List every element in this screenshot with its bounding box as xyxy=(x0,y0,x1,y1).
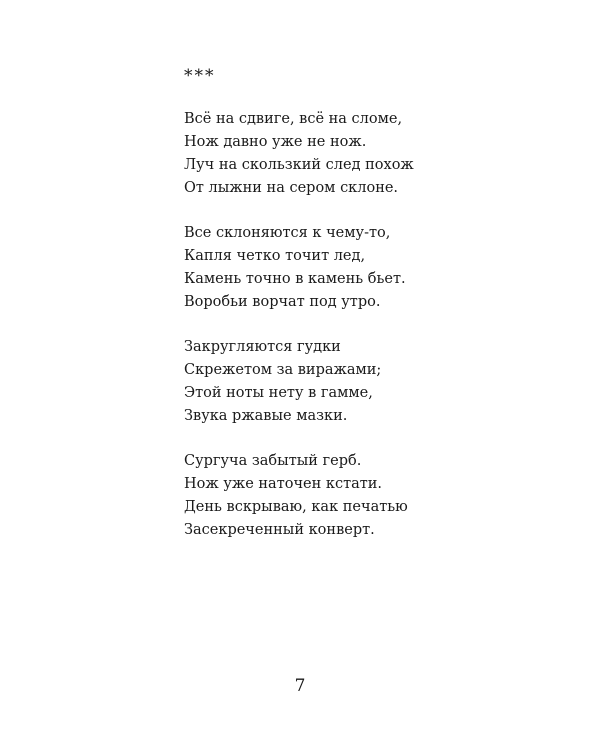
poem-line: От лыжни на сером склоне. xyxy=(184,180,399,196)
stanza-1 xyxy=(184,108,484,200)
poem-line: Этой ноты нету в гамме, xyxy=(184,385,373,401)
stanza-3 xyxy=(184,336,484,428)
stanza-4 xyxy=(184,450,484,542)
poem-line: Скрежетом за виражами; xyxy=(184,362,382,378)
poem xyxy=(184,66,484,564)
poem-line: Нож уже наточен кстати. xyxy=(184,476,383,492)
poem-line: Капля четко точит лед, xyxy=(184,248,366,264)
poem-line: Звука ржавые мазки. xyxy=(184,408,348,424)
poem-line: Все склоняются к чему-то, xyxy=(184,225,391,241)
poem-line: Воробьи ворчат под утро. xyxy=(184,294,381,310)
poem-line: Сургуча забытый герб. xyxy=(184,453,362,469)
poem-line: Закругляются гудки xyxy=(184,339,341,355)
poem-line: Нож давно уже не нож. xyxy=(184,134,367,150)
poem-line: Всё на сдвиге, всё на сломе, xyxy=(184,111,403,127)
poem-line: День вскрываю, как печатью xyxy=(184,499,408,515)
section-separator: *** xyxy=(184,66,216,86)
stanza-2 xyxy=(184,222,484,314)
page-number: 7 xyxy=(294,676,306,696)
poem-line: Луч на скользкий след похож xyxy=(184,157,414,173)
poem-line: Засекреченный конверт. xyxy=(184,522,375,538)
poem-line: Камень точно в камень бьет. xyxy=(184,271,406,287)
